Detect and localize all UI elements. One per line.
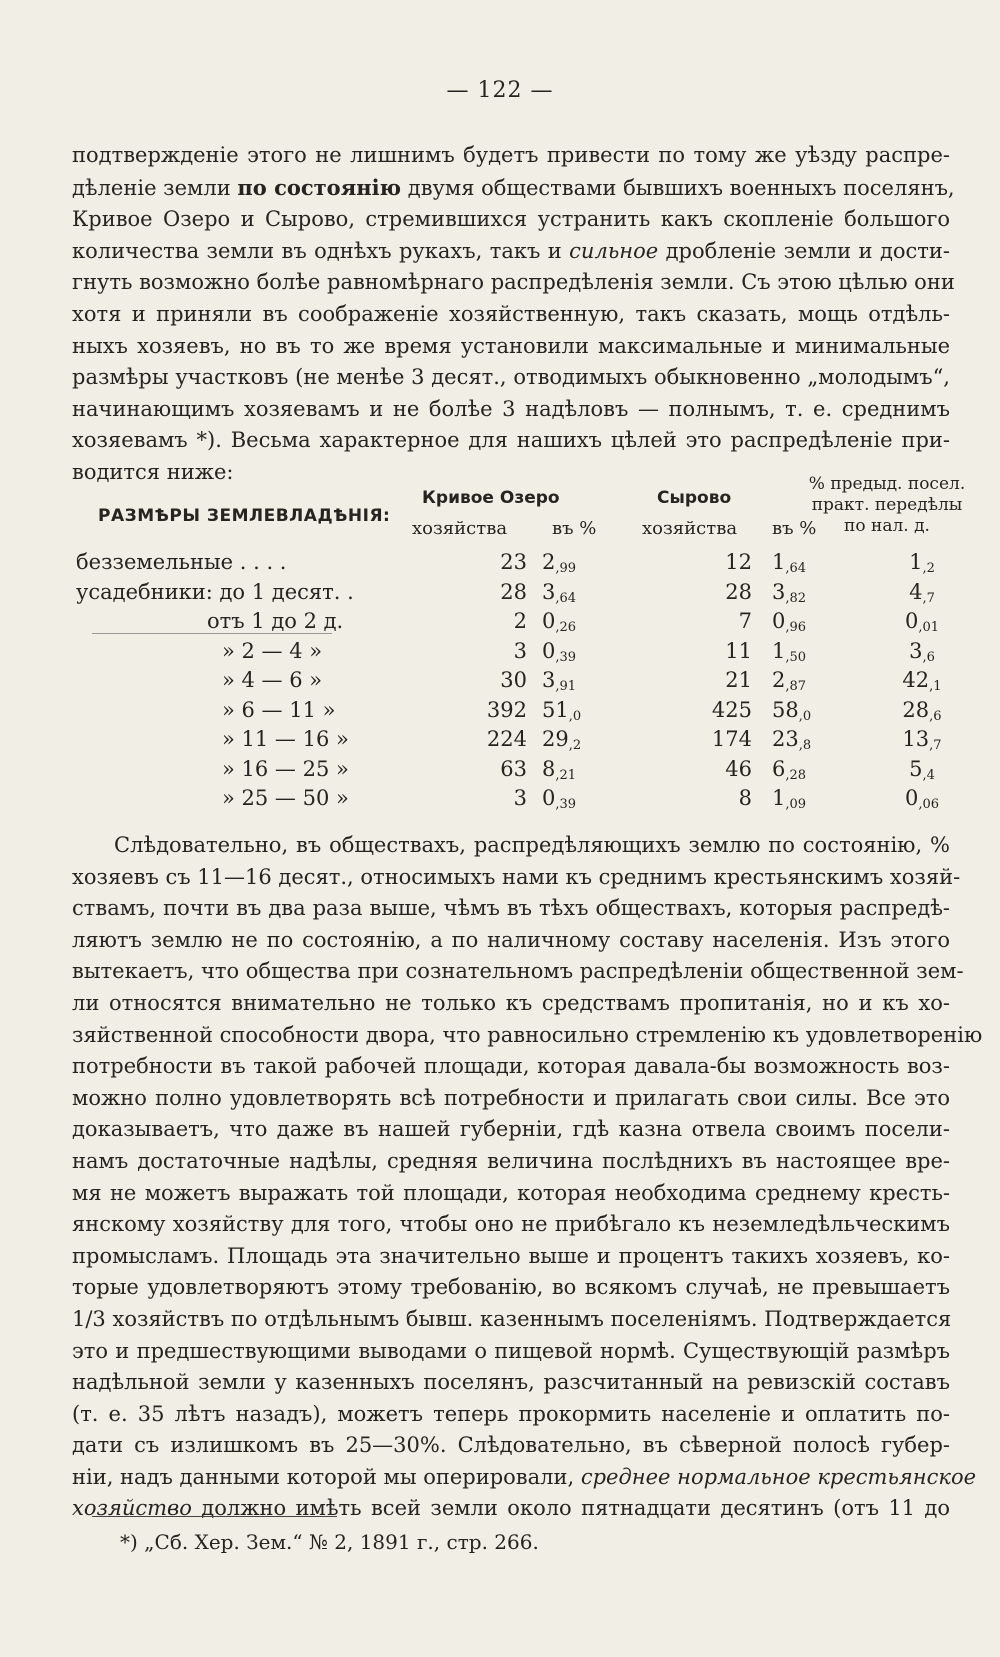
text-line: Кривое Озеро и Сырово, стремившихся устранить какъ скопленіе большого xyxy=(72,207,950,232)
row-label: безземельные . . . . xyxy=(76,550,287,574)
text-line: 1/3 хозяйствъ по отдѣльнымъ бывш. казеннымъ поселеніямъ. Подтверждается xyxy=(72,1306,952,1331)
krivoe-households: 23 xyxy=(500,550,527,574)
text-line: дѣленіе земли по состоянію двумя обществами бывшихъ военныхъ поселянъ, xyxy=(72,174,955,200)
table-row xyxy=(72,639,950,669)
krivoe-percent xyxy=(542,786,652,812)
krivoe-percent xyxy=(542,668,652,694)
header-pct-line1: % предыд. посел. xyxy=(808,474,966,494)
prev-percent-int: 28 xyxy=(902,697,930,722)
syrovo-percent-dec: ,50 xyxy=(785,649,807,665)
text-line: Слѣдовательно, въ обществахъ, распредѣляющихъ землю по состоянію, % xyxy=(114,833,950,857)
krivoe-percent-int: 8 xyxy=(542,756,556,781)
header-pct-s: въ % xyxy=(772,518,817,539)
header-hoz-s: хозяйства xyxy=(642,518,738,539)
syrovo-percent-dec: ,8 xyxy=(798,738,812,753)
text-line: ли относятся внимательно не только къ средствамъ пропитанія, но и къ хо- xyxy=(72,990,950,1015)
syrovo-households: 174 xyxy=(711,727,752,751)
syrovo-households: 12 xyxy=(725,550,752,574)
prev-percent xyxy=(862,727,982,753)
syrovo-percent-int: 1 xyxy=(772,786,786,810)
prev-percent xyxy=(862,580,982,606)
text-line: вытекаетъ, что общества при сознательномъ распредѣленіи общественной зем- xyxy=(72,959,964,984)
text-line: ляютъ землю не по состоянію, а по наличному составу населенія. Изъ этого xyxy=(72,927,950,952)
row-label: » 16 — 25 » xyxy=(222,756,349,781)
syrovo-households: 11 xyxy=(725,638,752,663)
krivoe-percent-dec: ,0 xyxy=(568,708,582,724)
syrovo-percent-int: 1 xyxy=(772,550,786,574)
prev-percent-dec: ,7 xyxy=(922,590,935,606)
krivoe-percent xyxy=(542,580,652,606)
krivoe-percent-int: 51 xyxy=(542,697,569,722)
syrovo-percent-dec: ,64 xyxy=(785,561,807,576)
syrovo-households: 28 xyxy=(725,579,752,604)
krivoe-percent-dec: ,26 xyxy=(555,620,577,635)
text-line: хотя и приняли въ соображеніе хозяйственную, такъ сказать, мощь отдѣль- xyxy=(72,301,950,326)
syrovo-percent-int: 58 xyxy=(772,697,799,722)
prev-percent xyxy=(862,668,982,694)
header-hoz-k: хозяйства xyxy=(412,518,508,539)
text-line: подтвержденіе этого не лишнимъ будетъ привести по тому же уѣзду распре- xyxy=(72,143,950,167)
syrovo-percent-dec: ,28 xyxy=(785,767,807,783)
header-pct-line2: практ. передѣлы xyxy=(811,495,963,515)
syrovo-percent xyxy=(772,550,872,576)
text-line: гнуть возможно болѣе равномѣрнаго распредѣленія земли. Съ этою цѣлью они xyxy=(72,270,955,295)
prev-percent-dec: ,1 xyxy=(929,679,942,694)
syrovo-percent-dec: ,96 xyxy=(785,620,807,635)
krivoe-percent-dec: ,64 xyxy=(555,590,577,606)
syrovo-households: 46 xyxy=(725,756,752,781)
text-line: дати съ излишкомъ въ 25—30%. Слѣдовательно, въ сѣверной полосѣ губер- xyxy=(72,1433,950,1458)
text-line: водится ниже: xyxy=(72,459,234,484)
krivoe-households: 2 xyxy=(513,609,527,633)
krivoe-households: 3 xyxy=(513,638,527,663)
krivoe-households: 28 xyxy=(500,579,527,604)
prev-percent xyxy=(862,639,982,665)
krivoe-households: 3 xyxy=(513,786,527,810)
syrovo-percent-dec: ,87 xyxy=(785,679,807,694)
header-syrovo: Сырово xyxy=(657,488,732,508)
prev-percent-int: 5 xyxy=(909,756,923,781)
text-line: (т. е. 35 лѣтъ назадъ), можетъ теперь прокормить населеніе и оплатить по- xyxy=(72,1401,950,1426)
prev-percent-dec: ,01 xyxy=(918,620,940,635)
footnote-divider xyxy=(92,1516,337,1517)
krivoe-percent-int: 0 xyxy=(542,786,556,810)
text-line: мя не можетъ выражать той площади, которая необходима среднему кресть- xyxy=(72,1180,950,1205)
syrovo-percent-int: 23 xyxy=(772,727,799,751)
krivoe-percent-dec: ,2 xyxy=(568,738,582,753)
krivoe-percent-dec: ,39 xyxy=(555,797,577,812)
prev-percent xyxy=(862,609,982,635)
syrovo-percent-int: 2 xyxy=(772,668,786,692)
header-pct-line3: по нал. д. xyxy=(844,516,930,536)
syrovo-households: 425 xyxy=(711,697,752,722)
krivoe-percent xyxy=(542,609,652,635)
table-row xyxy=(72,609,950,639)
krivoe-households: 63 xyxy=(500,756,527,781)
krivoe-percent-int: 29 xyxy=(542,727,569,751)
prev-percent-dec: ,6 xyxy=(922,649,935,665)
syrovo-percent-dec: ,09 xyxy=(785,797,807,812)
syrovo-percent xyxy=(772,698,872,724)
text-line: ніи, надъ данными которой мы оперировали, среднее нормальное крестьянское xyxy=(72,1464,977,1489)
prev-percent-dec: ,6 xyxy=(929,708,942,724)
text-line: ствамъ, почти въ два раза выше, чѣмъ въ тѣхъ обществахъ, которыя распредѣ- xyxy=(72,896,950,921)
prev-percent xyxy=(862,550,982,576)
row-label: » 11 — 16 » xyxy=(222,727,349,751)
footnote: *) „Сб. Хер. Зем.“ № 2, 1891 г., стр. 266. xyxy=(120,1530,539,1554)
table-row xyxy=(72,580,950,610)
krivoe-households: 224 xyxy=(486,727,527,751)
row-label: » 25 — 50 » xyxy=(222,786,349,810)
table-row xyxy=(72,727,950,757)
prev-percent-dec: ,4 xyxy=(922,767,935,783)
table-row xyxy=(72,786,950,816)
text-line: доказываетъ, что даже въ нашей губерніи, гдѣ казна отвела своимъ посели- xyxy=(72,1117,950,1142)
syrovo-percent-dec: ,82 xyxy=(785,590,807,606)
table-header xyxy=(72,474,966,542)
prev-percent-int: 4 xyxy=(909,579,923,604)
krivoe-percent-int: 0 xyxy=(542,609,556,633)
syrovo-percent-int: 0 xyxy=(772,609,786,633)
table-row xyxy=(72,668,950,698)
text-line: надѣльной земли у казенныхъ поселянъ, разсчитанный на ревизскій составъ xyxy=(72,1370,950,1395)
row-label: » 4 — 6 » xyxy=(222,668,323,692)
krivoe-households: 30 xyxy=(500,668,527,692)
krivoe-percent-int: 3 xyxy=(542,668,556,692)
row-label: » 2 — 4 » xyxy=(222,638,323,663)
syrovo-percent xyxy=(772,757,872,783)
text-line: намъ достаточные надѣлы, средняя величина послѣднихъ въ настоящее вре- xyxy=(72,1148,950,1173)
text-line: торые удовлетворяютъ этому требованію, во всякомъ случаѣ, не превышаетъ xyxy=(72,1275,950,1300)
table-row xyxy=(72,757,950,787)
row-label: усадебники: до 1 десят. . xyxy=(76,579,354,604)
text-line: можно полно удовлетворять всѣ потребности и прилагать свои силы. Все это xyxy=(72,1085,950,1110)
text-line: промысламъ. Площадь эта значительно выше и процентъ такихъ хозяевъ, ко- xyxy=(72,1243,950,1268)
prev-percent-int: 0 xyxy=(904,609,919,633)
header-sizes: РАЗМѢРЫ ЗЕМЛЕВЛАДѢНІЯ: xyxy=(98,506,391,526)
prev-percent xyxy=(862,757,982,783)
syrovo-households: 8 xyxy=(738,786,752,810)
krivoe-percent-int: 0 xyxy=(542,638,556,663)
table-row xyxy=(72,550,950,580)
text-line: это и предшествующими выводами о пищевой нормѣ. Существующій размѣръ xyxy=(72,1338,950,1363)
krivoe-percent xyxy=(542,727,652,753)
text-line: хозяйство должно имѣть всей земли около пятнадцати десятинъ (отъ 11 до xyxy=(72,1496,950,1521)
krivoe-percent-dec: ,21 xyxy=(555,767,577,783)
krivoe-percent-dec: ,99 xyxy=(555,561,577,576)
header-krivoe-ozero: Кривое Озеро xyxy=(422,488,560,508)
syrovo-percent-dec: ,0 xyxy=(798,708,812,724)
syrovo-percent xyxy=(772,727,872,753)
table-divider xyxy=(92,633,332,634)
header-percent-prev xyxy=(792,474,982,537)
krivoe-percent xyxy=(542,550,652,576)
text-line: начинающимъ хозяевамъ и не болѣе 3 надѣловъ — полнымъ, т. е. среднимъ xyxy=(72,396,950,421)
krivoe-percent-int: 2 xyxy=(542,550,556,574)
syrovo-percent-int: 1 xyxy=(772,638,786,663)
syrovo-percent xyxy=(772,668,872,694)
paragraph-conclusion xyxy=(72,830,983,1525)
row-label: отъ 1 до 2 д. xyxy=(207,609,344,633)
krivoe-percent xyxy=(542,698,652,724)
syrovo-percent xyxy=(772,609,872,635)
text-line: размѣры участковъ (не менѣе 3 десят., отводимыхъ обыкновенно „молодымъ“, xyxy=(72,365,950,390)
prev-percent-int: 3 xyxy=(909,638,923,663)
text-line: ныхъ хозяевъ, но въ то же время установили максимальные и минимальные xyxy=(72,333,950,358)
syrovo-percent xyxy=(772,639,872,665)
syrovo-percent-int: 3 xyxy=(772,579,786,604)
text-line: хозяевъ съ 11—16 десят., относимыхъ нами къ среднимъ крестьянскимъ хозяй- xyxy=(72,864,961,889)
prev-percent-dec: ,2 xyxy=(922,561,935,576)
krivoe-percent xyxy=(542,757,652,783)
table-row xyxy=(72,698,950,728)
prev-percent-int: 42 xyxy=(902,668,930,692)
prev-percent-int: 0 xyxy=(904,786,919,810)
syrovo-percent-int: 6 xyxy=(772,756,786,781)
prev-percent-int: 1 xyxy=(909,550,923,574)
krivoe-households: 392 xyxy=(486,697,527,722)
paragraph-intro xyxy=(72,140,955,489)
page-number: — 122 — xyxy=(446,78,554,103)
prev-percent xyxy=(862,698,982,724)
prev-percent-dec: ,7 xyxy=(929,738,942,753)
krivoe-percent-dec: ,39 xyxy=(555,649,577,665)
krivoe-percent xyxy=(542,639,652,665)
text-line: зяйственной способности двора, что равносильно стремленію къ удовлетворенію xyxy=(72,1022,983,1047)
text-line: потребности въ такой рабочей площади, которая давала-бы возможность воз- xyxy=(72,1054,950,1079)
syrovo-households: 7 xyxy=(738,609,752,633)
text-line: хозяевамъ *). Весьма характерное для нашихъ цѣлей это распредѣленіе при- xyxy=(72,428,950,453)
syrovo-percent xyxy=(772,786,872,812)
header-pct-k: въ % xyxy=(552,518,597,539)
row-label: » 6 — 11 » xyxy=(222,697,336,722)
prev-percent xyxy=(862,786,982,812)
syrovo-percent xyxy=(772,580,872,606)
text-line: янскому хозяйству для того, чтобы оно не прибѣгало къ неземледѣльческимъ xyxy=(72,1212,950,1237)
krivoe-percent-int: 3 xyxy=(542,579,556,604)
syrovo-households: 21 xyxy=(725,668,752,692)
prev-percent-dec: ,06 xyxy=(918,797,940,812)
prev-percent-int: 13 xyxy=(902,727,930,751)
krivoe-percent-dec: ,91 xyxy=(555,679,577,694)
text-line: количества земли въ однѣхъ рукахъ, такъ и сильное дробленіе земли и дости- xyxy=(72,238,950,263)
